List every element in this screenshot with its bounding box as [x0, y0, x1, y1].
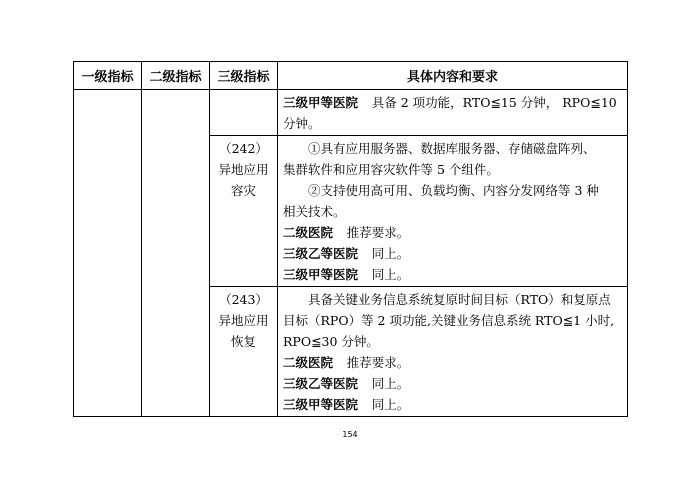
- content-text: 具备 2 项功能，RTO≦15 分钟， RPO≦10: [371, 95, 617, 110]
- content-line: ②支持使用高可用、负载均衡、内容分发网络等 3 种: [308, 183, 599, 198]
- content-text: 同上。: [371, 246, 410, 261]
- content-line: [283, 373, 623, 394]
- content-line: [283, 352, 623, 373]
- level2-cell: [142, 90, 210, 417]
- content-line: [283, 264, 623, 285]
- content-cell-243: [278, 287, 628, 417]
- content-line: ①具有应用服务器、数据库服务器、存储磁盘阵列、: [308, 141, 596, 156]
- hospital-level-label: 三级甲等医院: [283, 95, 359, 110]
- level1-cell: [74, 90, 142, 417]
- indicator-name: 异地应用: [218, 313, 269, 328]
- hospital-level-label: 三级甲等医院: [283, 397, 359, 412]
- content-line: 目标（RPO）等 2 项功能,关键业务信息系统 RTO≦1 小时,: [283, 313, 615, 328]
- content-line: RPO≦30 分钟。: [283, 334, 379, 349]
- table-header-row: [74, 62, 628, 90]
- content-line: [283, 92, 623, 113]
- page-number: 154: [342, 430, 358, 439]
- indicator-code: （242）: [219, 141, 268, 156]
- indicator-code: （243）: [219, 292, 268, 307]
- table-row: [74, 90, 628, 136]
- content-line: [283, 394, 623, 415]
- indicator-name: 恢复: [230, 334, 256, 349]
- hospital-level-label: 三级甲等医院: [283, 267, 359, 282]
- content-text: 同上。: [371, 267, 410, 282]
- content-cell-continued: [278, 90, 628, 136]
- content-line: 具备关键业务信息系统复原时间目标（RTO）和复原点: [308, 292, 611, 307]
- level3-cell-243: [210, 287, 278, 417]
- level3-cell-242: [210, 136, 278, 287]
- content-line: 分钟。: [283, 116, 321, 131]
- content-line: [283, 222, 623, 243]
- hospital-level-label: 三级乙等医院: [283, 246, 359, 261]
- content-text: 同上。: [371, 397, 410, 412]
- hospital-level-label: 二级医院: [283, 355, 334, 370]
- content-line: 相关技术。: [283, 204, 346, 219]
- header-level2: 二级指标: [142, 62, 210, 90]
- content-text: 同上。: [371, 376, 410, 391]
- hospital-level-label: 三级乙等医院: [283, 376, 359, 391]
- content-line: [283, 243, 623, 264]
- indicator-name: 异地应用: [218, 162, 269, 177]
- indicator-table-container: [73, 61, 628, 417]
- indicator-table: [73, 61, 628, 417]
- content-text: 推荐要求。: [346, 225, 410, 240]
- header-level1: 一级指标: [74, 62, 142, 90]
- header-level3: 三级指标: [210, 62, 278, 90]
- hospital-level-label: 二级医院: [283, 225, 334, 240]
- indicator-name: 容灾: [230, 183, 256, 198]
- content-text: 推荐要求。: [346, 355, 410, 370]
- content-cell-242: [278, 136, 628, 287]
- content-line: 集群软件和应用容灾软件等 5 个组件。: [283, 162, 499, 177]
- header-content: 具体内容和要求: [278, 62, 628, 90]
- level3-cell-continued: [210, 90, 278, 136]
